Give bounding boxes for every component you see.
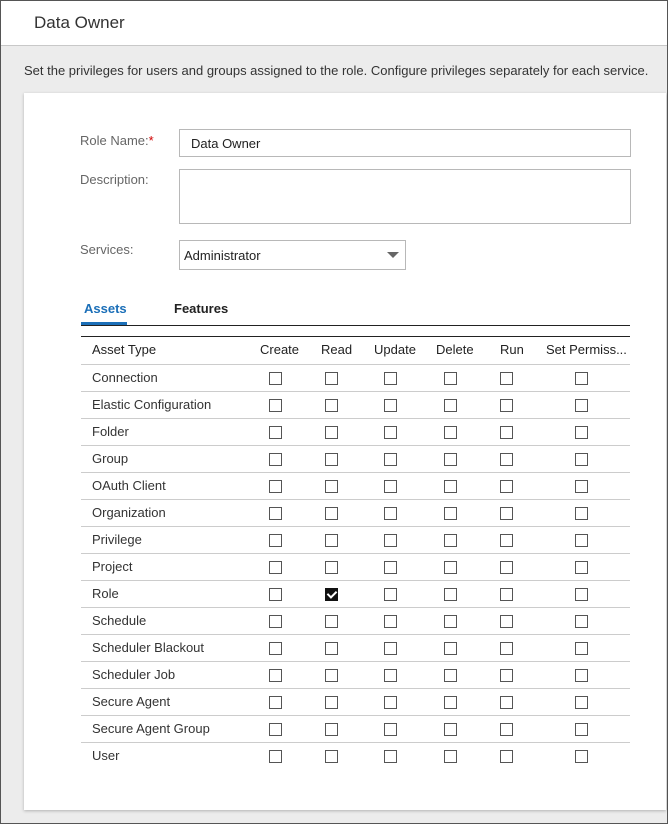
privilege-checkbox[interactable] [325,507,338,520]
services-label: Services: [80,242,134,257]
asset-type-name: Role [92,586,119,601]
asset-type-name: Secure Agent Group [92,721,210,736]
privilege-checkbox[interactable] [325,453,338,466]
asset-type-name: Secure Agent [92,694,171,709]
column-header-3[interactable]: Update [374,342,416,357]
privilege-checkbox[interactable] [575,426,588,439]
privilege-checkbox[interactable] [444,399,457,412]
privilege-checkbox[interactable] [575,453,588,466]
privilege-checkbox[interactable] [444,615,457,628]
privilege-checkbox[interactable] [384,669,397,682]
privilege-checkbox[interactable] [269,642,282,655]
privilege-checkbox[interactable] [269,426,282,439]
row-divider [81,526,630,527]
privilege-checkbox[interactable] [500,696,513,709]
privilege-checkbox[interactable] [575,561,588,574]
row-divider [81,364,630,365]
privilege-checkbox[interactable] [325,615,338,628]
privilege-checkbox[interactable] [500,642,513,655]
privilege-checkbox[interactable] [500,372,513,385]
row-divider [81,742,630,743]
asset-type-name: Elastic Configuration [92,397,212,412]
privilege-checkbox[interactable] [444,642,457,655]
column-header-5[interactable]: Run [500,342,524,357]
privilege-checkbox[interactable] [384,615,397,628]
asset-type-name: Scheduler Blackout [92,640,205,655]
asset-type-name: Group [92,451,129,466]
privilege-checkbox[interactable] [500,399,513,412]
privilege-checkbox[interactable] [444,723,457,736]
privilege-checkbox[interactable] [325,669,338,682]
privilege-checkbox[interactable] [269,507,282,520]
privilege-checkbox[interactable] [500,453,513,466]
role-name-input[interactable] [179,129,631,157]
privilege-checkbox[interactable] [269,480,282,493]
privilege-checkbox[interactable] [384,642,397,655]
privilege-checkbox[interactable] [269,372,282,385]
privilege-checkbox[interactable] [444,669,457,682]
row-divider [81,418,630,419]
row-divider [81,472,630,473]
privilege-checkbox[interactable] [384,480,397,493]
role-name-label-text: Role Name: [80,133,149,148]
privilege-checkbox[interactable] [325,399,338,412]
privilege-checkbox[interactable] [500,669,513,682]
privilege-checkbox[interactable] [384,399,397,412]
privilege-checkbox[interactable] [500,750,513,763]
column-header-2[interactable]: Read [321,342,353,357]
privilege-checkbox[interactable] [500,561,513,574]
chevron-down-icon [387,252,399,258]
privilege-checkbox[interactable] [325,426,338,439]
page-description: Set the privileges for users and groups assigned to the role. Configure privileges separately for each service. [24,63,649,78]
privilege-checkbox[interactable] [500,507,513,520]
privilege-checkbox[interactable] [384,561,397,574]
privilege-checkbox[interactable] [269,615,282,628]
privilege-checkbox[interactable] [269,669,282,682]
privilege-checkbox[interactable] [500,480,513,493]
privilege-checkbox[interactable] [269,723,282,736]
privilege-checkbox[interactable] [384,372,397,385]
role-form-card [24,93,666,810]
privilege-checkbox[interactable] [269,588,282,601]
privilege-checkbox[interactable] [384,696,397,709]
privilege-checkbox[interactable] [444,696,457,709]
privilege-checkbox[interactable] [575,372,588,385]
privilege-checkbox[interactable] [384,723,397,736]
page-title: Data Owner [34,13,125,32]
role-name-label [80,133,154,148]
privilege-checkbox[interactable] [500,588,513,601]
privilege-checkbox[interactable] [325,561,338,574]
privilege-checkbox[interactable] [575,723,588,736]
privilege-checkbox[interactable] [269,534,282,547]
privilege-checkbox[interactable] [325,696,338,709]
privilege-checkbox[interactable] [575,534,588,547]
privilege-checkbox[interactable] [500,615,513,628]
asset-type-name: Schedule [92,613,147,628]
asset-type-name: Folder [92,424,129,439]
privilege-checkbox[interactable] [269,696,282,709]
privilege-checkbox[interactable] [325,372,338,385]
column-header-0[interactable]: Asset Type [92,342,157,357]
row-divider [81,445,630,446]
privilege-checkbox[interactable] [325,480,338,493]
privilege-checkbox[interactable] [384,534,397,547]
privilege-checkbox[interactable] [325,588,338,601]
row-divider [81,499,630,500]
privilege-checkbox[interactable] [269,750,282,763]
privilege-checkbox[interactable] [500,534,513,547]
privilege-checkbox[interactable] [384,453,397,466]
column-header-1[interactable]: Create [260,342,300,357]
description-label: Description: [80,172,149,187]
required-marker: * [148,133,154,148]
privilege-checkbox[interactable] [325,723,338,736]
privilege-checkbox[interactable] [444,426,457,439]
row-divider [81,715,630,716]
tabs-divider [81,325,630,326]
privilege-checkbox[interactable] [444,372,457,385]
privilege-checkbox[interactable] [444,588,457,601]
tab-assets[interactable]: Assets [84,301,127,316]
privilege-checkbox[interactable] [384,507,397,520]
privilege-checkbox[interactable] [269,399,282,412]
privilege-checkbox[interactable] [575,696,588,709]
privilege-checkbox[interactable] [444,561,457,574]
asset-type-name: User [92,748,120,763]
privilege-checkbox[interactable] [384,588,397,601]
privilege-checkbox[interactable] [575,399,588,412]
row-divider [81,607,630,608]
privilege-checkbox[interactable] [384,750,397,763]
privilege-checkbox[interactable] [325,750,338,763]
asset-type-name: Project [92,559,133,574]
asset-type-name: Organization [92,505,166,520]
asset-type-name: OAuth Client [92,478,166,493]
privilege-checkbox[interactable] [575,750,588,763]
privilege-checkbox[interactable] [384,426,397,439]
privilege-checkbox[interactable] [575,480,588,493]
privilege-checkbox[interactable] [444,480,457,493]
row-divider [81,553,630,554]
privilege-checkbox[interactable] [500,426,513,439]
privilege-checkbox[interactable] [444,453,457,466]
row-divider [81,688,630,689]
services-selected-value: Administrator [184,248,261,263]
services-dropdown[interactable] [179,240,406,270]
asset-type-name: Privilege [92,532,142,547]
row-divider [81,580,630,581]
privilege-checkbox[interactable] [269,453,282,466]
privilege-checkbox[interactable] [575,588,588,601]
privilege-checkbox[interactable] [575,615,588,628]
privilege-checkbox[interactable] [575,669,588,682]
table-top-border [81,336,630,337]
row-divider [81,661,630,662]
privilege-checkbox[interactable] [325,534,338,547]
column-header-6[interactable]: Set Permiss... [546,342,627,357]
row-divider [81,634,630,635]
asset-type-name: Connection [92,370,158,385]
privilege-checkbox[interactable] [500,723,513,736]
privilege-checkbox[interactable] [444,534,457,547]
privilege-checkbox[interactable] [575,642,588,655]
tab-features[interactable]: Features [174,301,229,316]
row-divider [81,391,630,392]
description-textarea[interactable] [179,169,631,224]
privilege-checkbox[interactable] [269,561,282,574]
privilege-checkbox[interactable] [444,750,457,763]
asset-type-name: Scheduler Job [92,667,176,682]
title-bar [1,1,667,46]
privilege-checkbox[interactable] [575,507,588,520]
role-name-value: Data Owner [191,136,261,151]
privilege-checkbox[interactable] [444,507,457,520]
privilege-checkbox[interactable] [325,642,338,655]
column-header-4[interactable]: Delete [436,342,474,357]
